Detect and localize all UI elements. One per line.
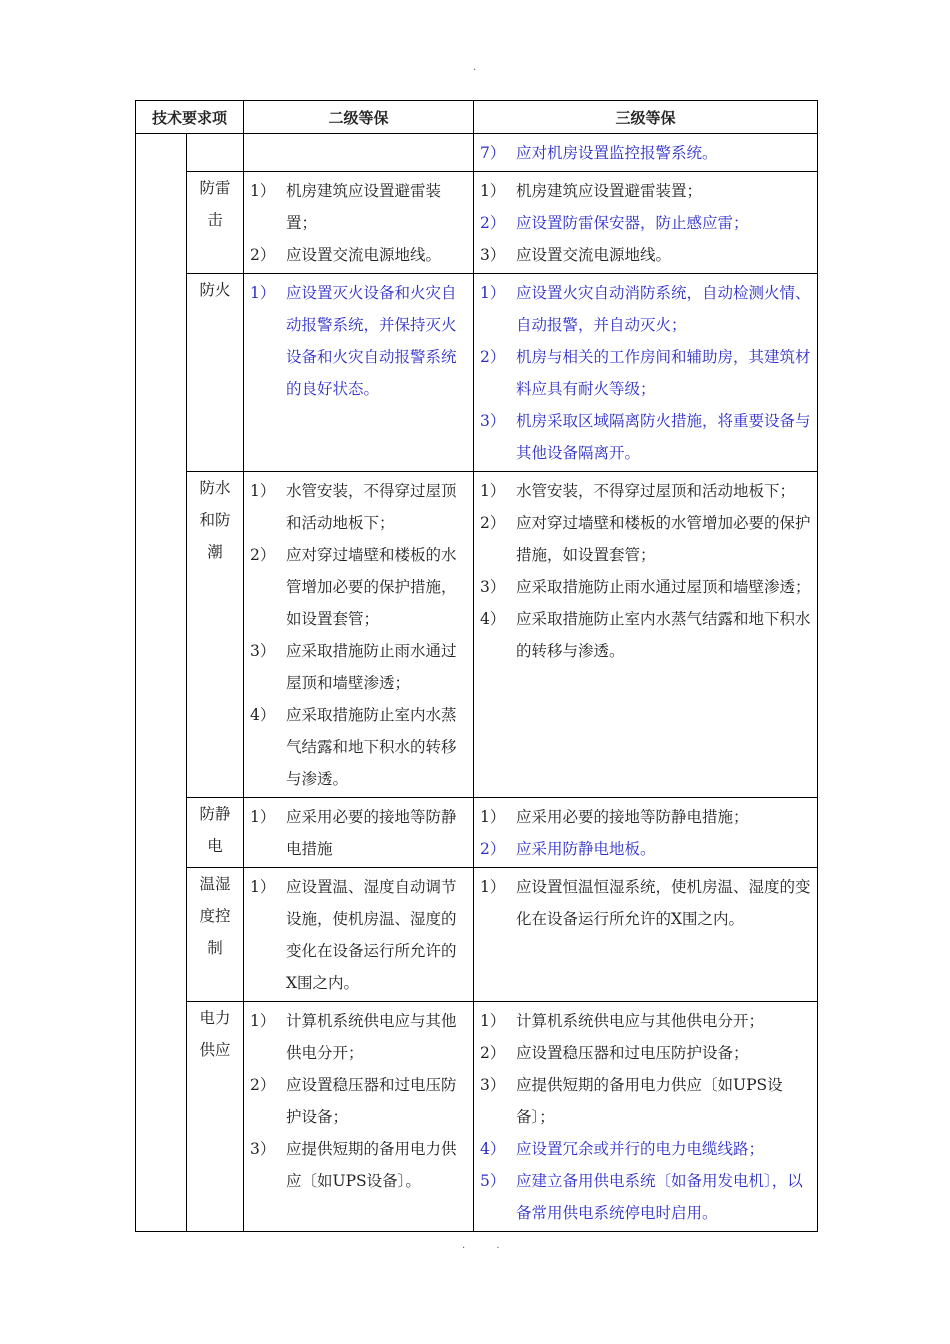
requirement-item [250,1005,467,1069]
item-text: 应设置稳压器和过电压防护设备； [286,1076,457,1126]
item-number: 2） [250,546,276,564]
requirement-item [480,239,811,271]
item-text: 应设置火灾自动消防系统，自动检测火情、自动报警，并自动灭火； [516,284,811,334]
item-text: 计算机系统供电应与其他供电分开； [286,1012,457,1062]
requirement-list [244,868,473,1001]
requirement-item [250,175,467,239]
table-row [136,472,818,798]
item-text: 应采取措施防止室内水蒸气结露和地下积水的转移与渗透。 [516,610,811,660]
item-text: 应采用必要的接地等防静电措施 [286,808,457,858]
item-number: 2） [480,514,506,532]
item-text: 应提供短期的备用电力供应〔如UPS设备〕； [516,1076,783,1126]
item-number: 2） [250,246,276,264]
requirement-item [480,603,811,667]
requirement-list [244,274,473,407]
requirement-item [250,801,467,865]
item-text: 应提供短期的备用电力供应〔如UPS设备〕。 [286,1140,457,1190]
header-level-2: 二级等保 [244,101,474,134]
item-number: 7） [480,144,506,162]
requirement-item [250,1069,467,1133]
requirement-item [480,277,811,341]
item-number: 3） [480,578,506,596]
requirement-item [480,405,811,469]
level-3-cell [474,798,818,868]
item-text: 应采取措施防止室内水蒸气结露和地下积水的转移与渗透。 [286,706,457,788]
requirement-item [480,1037,811,1069]
item-number: 3） [250,1140,276,1158]
requirement-item [250,635,467,699]
requirement-item [250,871,467,999]
item-number: 4） [480,1140,506,1158]
item-number: 5） [480,1172,506,1190]
item-number: 1） [480,482,506,500]
level-3-cell [474,472,818,798]
requirement-item [250,475,467,539]
item-number: 1） [480,182,506,200]
header-level-3: 三级等保 [474,101,818,134]
requirement-item [480,341,811,405]
table-row [136,134,818,172]
category-label: 供应 [199,1041,231,1059]
category-cell [187,134,244,172]
requirement-item [250,699,467,795]
category-cell [187,868,244,1002]
item-number: 1） [250,878,276,896]
table-row [136,798,818,868]
level-3-cell [474,134,818,172]
requirement-item [250,539,467,635]
level-3-cell [474,1002,818,1232]
requirement-list [244,798,473,867]
item-text: 应对穿过墙壁和楼板的水管增加必要的保护措施，如设置套管； [286,546,457,628]
level-2-cell [244,274,474,472]
requirement-item [480,475,811,507]
level-3-cell [474,274,818,472]
item-number: 4） [250,706,276,724]
category-label: 防水 [199,479,231,497]
item-text: 应设置防雷保安器，防止感应雷； [516,214,749,232]
requirement-item [480,1165,811,1229]
item-number: 1） [480,284,506,302]
requirement-list [244,134,473,139]
item-number: 2） [480,214,506,232]
level-2-cell [244,868,474,1002]
category-label: 防火 [199,281,231,299]
category-label: 防静 [199,805,231,823]
requirement-list [244,472,473,797]
table-body [136,134,818,1232]
category-label: 和防 [199,511,231,529]
item-text: 机房建筑应设置避雷装置； [516,182,703,200]
table-row [136,172,818,274]
requirement-list [474,134,817,171]
item-number: 1） [250,182,276,200]
item-text: 机房与相关的工作房间和辅助房，其建筑材料应具有耐火等级； [516,348,811,398]
requirement-list [474,1002,817,1231]
item-number: 3） [250,642,276,660]
security-requirements-table [135,100,818,1232]
header-requirement-item: 技术要求项 [136,101,244,134]
category-cell [187,1002,244,1232]
category-label: 电力 [199,1009,231,1027]
requirement-item [480,137,811,169]
item-text: 机房建筑应设置避雷装置； [286,182,442,232]
item-text: 水管安装，不得穿过屋顶和活动地板下； [516,482,796,500]
category-label: 防雷 [199,179,231,197]
table-row [136,1002,818,1232]
table-row [136,274,818,472]
item-text: 应设置恒温恒湿系统，使机房温、湿度的变化在设备运行所允许的X围之内。 [516,878,811,928]
item-text: 应对机房设置监控报警系统。 [516,144,718,162]
item-text: 应采取措施防止雨水通过屋顶和墙壁渗透； [516,578,811,596]
item-number: 1） [480,1012,506,1030]
category-label: 电 [207,837,223,855]
item-number: 1） [480,808,506,826]
category-cell [187,274,244,472]
item-number: 3） [480,1076,506,1094]
level-3-cell [474,172,818,274]
requirement-item [250,277,467,405]
item-text: 应采取措施防止雨水通过屋顶和墙壁渗透； [286,642,457,692]
requirement-item [250,239,467,271]
requirement-item [480,801,811,833]
item-number: 2） [480,348,506,366]
section-label-cell [136,134,187,1232]
requirement-item [480,175,811,207]
level-2-cell [244,134,474,172]
requirement-item [480,1069,811,1133]
requirement-item [480,833,811,865]
table-header-row [136,101,818,134]
requirement-list [474,868,817,937]
item-number: 2） [480,840,506,858]
level-2-cell [244,472,474,798]
item-number: 1） [250,1012,276,1030]
page-header-mark: . [473,62,477,73]
requirement-item [480,507,811,571]
item-number: 2） [250,1076,276,1094]
category-label: 度控 [199,907,231,925]
requirement-item [480,571,811,603]
item-text: 应设置温、湿度自动调节设施，使机房温、湿度的变化在设备运行所允许的X围之内。 [286,878,457,992]
level-3-cell [474,868,818,1002]
item-text: 计算机系统供电应与其他供电分开； [516,1012,765,1030]
requirement-item [480,1005,811,1037]
item-number: 3） [480,412,506,430]
item-text: 应设置交流电源地线。 [516,246,672,264]
item-text: 应设置灭火设备和火灾自动报警系统，并保持灭火设备和火灾自动报警系统的良好状态。 [286,284,457,398]
category-label: 温湿 [199,875,231,893]
category-label: 击 [207,211,223,229]
requirement-list [474,798,817,867]
item-number: 2） [480,1044,506,1062]
item-number: 1） [250,808,276,826]
item-text: 应采用防静电地板。 [516,840,656,858]
item-number: 3） [480,246,506,264]
requirement-item [480,207,811,239]
category-label: 潮 [207,543,223,561]
requirement-list [474,172,817,273]
level-2-cell [244,172,474,274]
item-number: 4） [480,610,506,628]
requirement-list [474,274,817,471]
level-2-cell [244,798,474,868]
requirement-list [244,1002,473,1199]
item-text: 应设置交流电源地线。 [286,246,442,264]
requirement-item [480,1133,811,1165]
requirement-list [474,472,817,669]
table-row [136,868,818,1002]
item-text: 机房采取区域隔离防火措施，将重要设备与其他设备隔离开。 [516,412,811,462]
item-text: 应建立备用供电系统〔如备用发电机〕，以备常用供电系统停电时启用。 [516,1172,803,1222]
item-text: 应设置稳压器和过电压防护设备； [516,1044,749,1062]
item-text: 应设置冗余或并行的电力电缆线路； [516,1140,765,1158]
item-number: 1） [250,482,276,500]
level-2-cell [244,1002,474,1232]
item-text: 应对穿过墙壁和楼板的水管增加必要的保护措施，如设置套管； [516,514,811,564]
requirement-list [244,172,473,273]
requirement-item [250,1133,467,1197]
item-number: 1） [250,284,276,302]
category-cell [187,472,244,798]
category-cell [187,798,244,868]
item-text: 水管安装，不得穿过屋顶和活动地板下； [286,482,457,532]
item-text: 应采用必要的接地等防静电措施； [516,808,749,826]
requirement-item [480,871,811,935]
item-number: 1） [480,878,506,896]
page-footer-mark: . . [462,1240,514,1251]
category-label: 制 [207,939,223,957]
category-cell [187,172,244,274]
